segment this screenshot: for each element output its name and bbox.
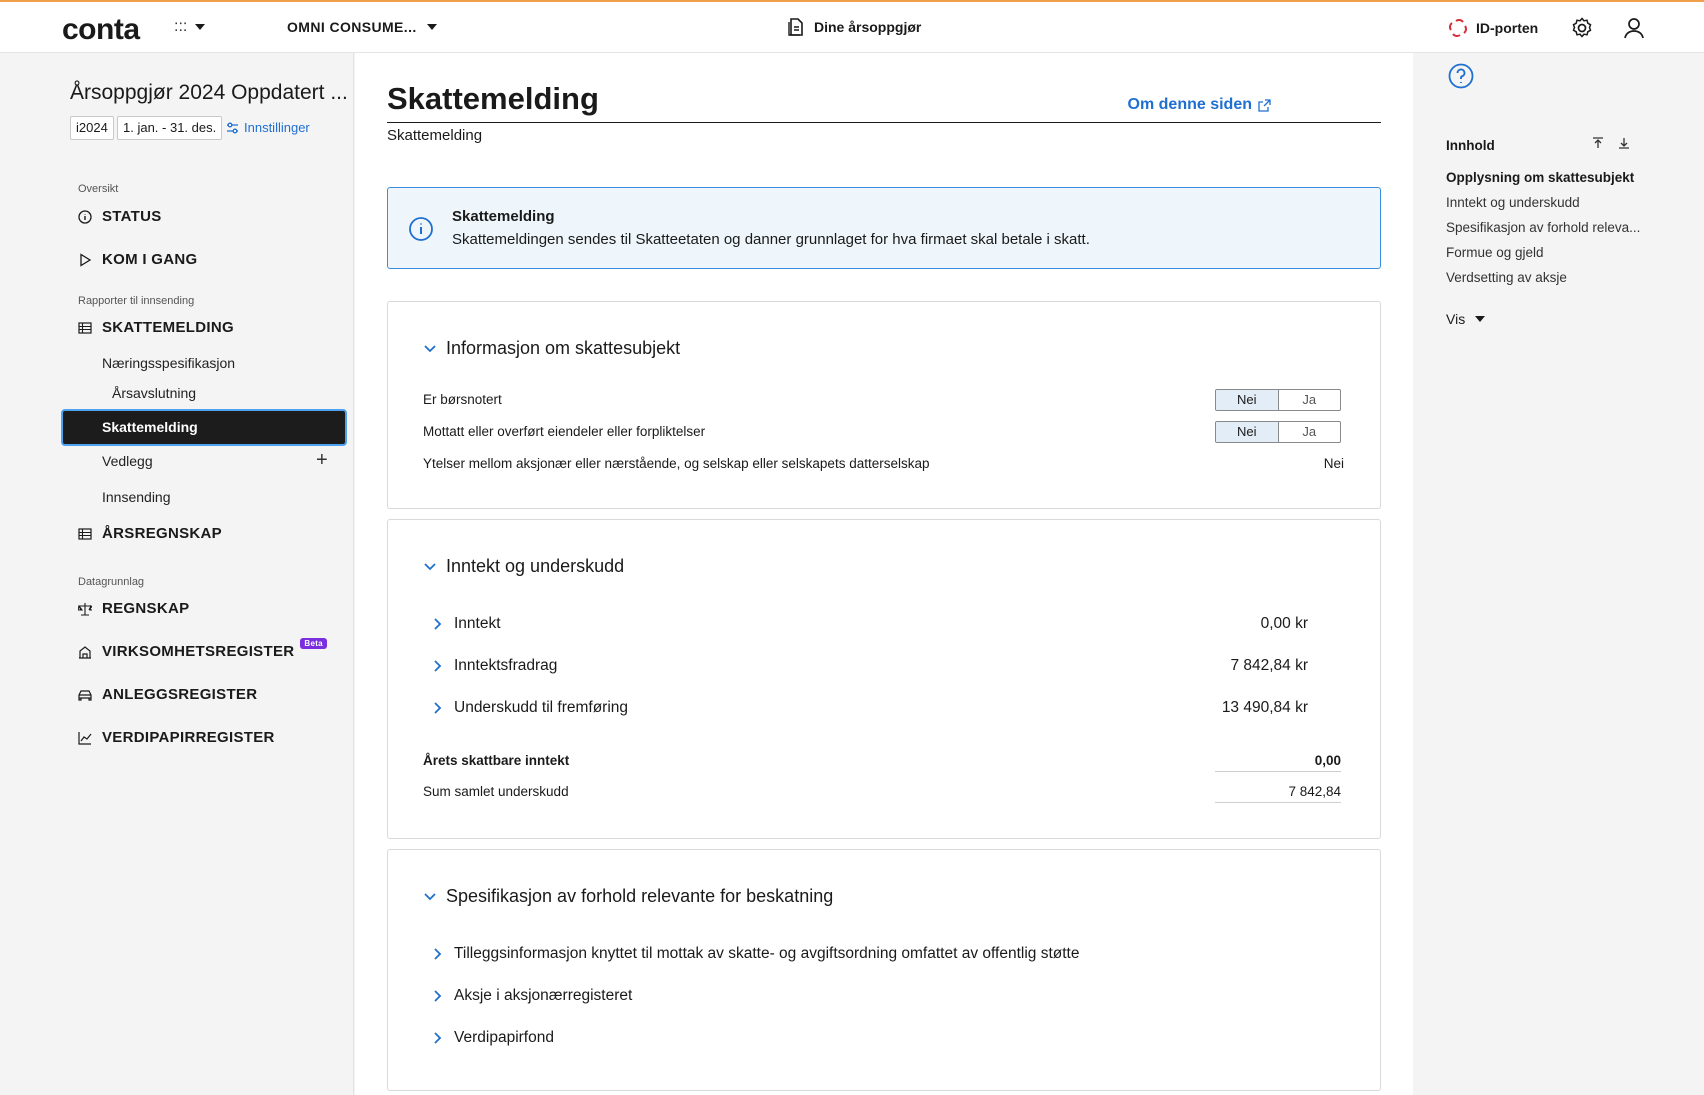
toc-title: Innhold: [1446, 138, 1495, 153]
top-bar: [0, 0, 1704, 53]
sum-label: Årets skattbare inntekt: [423, 753, 570, 768]
nav-innsending[interactable]: Innsending: [102, 489, 171, 505]
add-attachment-button[interactable]: +: [316, 449, 328, 471]
nav-vedlegg[interactable]: Vedlegg: [102, 453, 153, 469]
nav-arsavslutning[interactable]: Årsavslutning: [112, 385, 197, 401]
toc-item[interactable]: Opplysning om skattesubjekt: [1446, 170, 1635, 185]
expand-row-inntektsfradrag[interactable]: [434, 657, 557, 675]
external-link-icon: [1258, 99, 1271, 112]
row-label: Aksje i aksjonærregisteret: [454, 987, 633, 1004]
nav-status-label: STATUS: [102, 208, 162, 225]
row-value: 13 490,84 kr: [1221, 699, 1308, 716]
document-icon: [788, 18, 804, 36]
section-overview: Oversikt: [78, 183, 119, 195]
about-page-label: Om denne siden: [1127, 96, 1252, 113]
sliders-icon: [226, 122, 239, 134]
section-data: Datagrunnlag: [78, 576, 145, 588]
apps-grid-icon: :::: [174, 18, 188, 35]
expand-row-aksje[interactable]: [434, 987, 632, 1005]
expand-row-tilleggsinformasjon[interactable]: [434, 945, 1079, 963]
main-content: [355, 53, 1413, 1095]
center-title: Dine årsoppgjør: [814, 19, 922, 35]
sum-value: 7 842,84: [1215, 784, 1341, 803]
project-title: Årsoppgjør 2024 Oppdatert ...: [70, 81, 348, 104]
chevron-down-icon: [424, 345, 436, 353]
nav-virksomhetsregister-label: VIRKSOMHETSREGISTER: [102, 643, 295, 660]
annual-reports-link[interactable]: [788, 18, 921, 36]
card-title: Informasjon om skattesubjekt: [446, 338, 681, 358]
info-circle-icon: [78, 210, 92, 224]
page-title: Skattemelding: [387, 81, 599, 116]
row-value: 7 842,84 kr: [1230, 657, 1308, 674]
chevron-down-icon: [424, 563, 436, 571]
borsnotert-toggle[interactable]: [1215, 389, 1341, 411]
nav-virksomhetsregister[interactable]: [78, 639, 327, 660]
row-value: 0,00 kr: [1260, 615, 1308, 632]
table-icon: [78, 527, 92, 541]
info-title: Skattemelding: [452, 208, 555, 225]
scale-icon: [78, 602, 92, 616]
broken-link-icon: [1448, 18, 1468, 38]
row-label: Er børsnotert: [423, 392, 502, 407]
idporten-label: ID-porten: [1476, 20, 1539, 36]
toc-item[interactable]: Spesifikasjon av forhold releva...: [1446, 220, 1641, 235]
nav-regnskap-label: REGNSKAP: [102, 600, 190, 617]
app-switcher[interactable]: [174, 18, 205, 36]
card-skattesubjekt: [387, 301, 1381, 509]
chevron-right-icon: [434, 990, 442, 1002]
card-title: Spesifikasjon av forhold relevante for beskatning: [446, 886, 834, 906]
table-icon: [78, 321, 92, 335]
idporten-button[interactable]: [1448, 18, 1538, 38]
nav-verdipapirregister-label: VERDIPAPIRREGISTER: [102, 729, 275, 746]
chevron-right-icon: [434, 660, 442, 672]
vis-dropdown[interactable]: [1446, 311, 1485, 327]
toggle-yes[interactable]: Ja: [1302, 392, 1317, 407]
chevron-down-icon: [1475, 316, 1485, 322]
nav-skattemelding[interactable]: [78, 319, 234, 336]
expand-row-underskudd[interactable]: [434, 699, 628, 717]
toggle-no[interactable]: Nei: [1216, 422, 1279, 442]
building-icon: [78, 645, 92, 659]
right-panel: [1414, 53, 1704, 1095]
sum-value: 0,00: [1215, 753, 1341, 772]
card-title: Inntekt og underskudd: [446, 556, 625, 576]
nav-regnskap[interactable]: [78, 600, 189, 617]
settings-link[interactable]: [226, 120, 310, 135]
beta-badge: Beta: [300, 638, 327, 649]
settings-label: Innstillinger: [244, 120, 310, 135]
about-page-link[interactable]: [1128, 96, 1271, 114]
info-text: Skattemeldingen sendes til Skatteetaten og danner grunnlaget for hva firmaet skal betale i skatt.: [452, 231, 1090, 248]
sum-label: Sum samlet underskudd: [423, 784, 569, 799]
nav-anleggsregister[interactable]: [78, 686, 257, 703]
conta-logo[interactable]: conta: [62, 13, 140, 46]
nav-naeringsspesifikasjon[interactable]: Næringsspesifikasjon: [102, 355, 236, 371]
info-icon: [408, 216, 434, 242]
nav-anleggsregister-label: ANLEGGSREGISTER: [102, 686, 258, 703]
play-icon: [78, 253, 92, 267]
row-label: Tilleggsinformasjon knyttet til mottak av skatte- og avgiftsordning omfattet av offentlig støtte: [454, 945, 1080, 962]
row-label: Inntektsfradrag: [454, 657, 558, 674]
breadcrumb: Skattemelding: [387, 127, 483, 144]
gear-icon[interactable]: [1570, 16, 1594, 40]
collapse-all-icon[interactable]: [1592, 137, 1604, 149]
chevron-down-icon: [195, 24, 205, 30]
title-divider: [387, 122, 1381, 123]
nav-kom-i-gang-label: KOM I GANG: [102, 251, 198, 268]
row-label: Underskudd til fremføring: [454, 699, 629, 716]
chevron-right-icon: [434, 618, 442, 630]
expand-row-verdipapirfond[interactable]: [434, 1029, 554, 1047]
help-icon[interactable]: [1448, 63, 1474, 89]
section-reports: Rapporter til innsending: [78, 295, 195, 307]
chevron-right-icon: [434, 948, 442, 960]
chevron-down-icon: [427, 24, 437, 30]
nav-arsregnskap-label: ÅRSREGNSKAP: [102, 525, 222, 542]
expand-row-inntekt[interactable]: [434, 615, 501, 633]
nav-skattemelding-sub[interactable]: Skattemelding: [61, 409, 347, 446]
row-label: Mottatt eller overført eiendeler eller forpliktelser: [423, 424, 706, 439]
toc-item[interactable]: Formue og gjeld: [1446, 245, 1544, 260]
card-inntekt-header[interactable]: [424, 556, 624, 577]
user-icon[interactable]: [1622, 16, 1646, 40]
period-chip: 1. jan. - 31. des.: [117, 116, 222, 140]
car-icon: [78, 688, 92, 702]
company-selector[interactable]: [287, 19, 437, 35]
left-sidebar: [0, 53, 354, 1095]
nav-status[interactable]: [78, 208, 162, 225]
year-chip: i2024: [70, 116, 114, 140]
toc-controls: [1592, 137, 1630, 149]
vis-label: Vis: [1446, 311, 1466, 327]
company-name: OMNI CONSUME...: [287, 19, 417, 35]
info-alert: [387, 187, 1381, 269]
toc-item[interactable]: Verdsetting av aksje: [1446, 270, 1567, 285]
row-label: Verdipapirfond: [454, 1029, 554, 1046]
chevron-right-icon: [434, 702, 442, 714]
chevron-down-icon: [424, 893, 436, 901]
row-label: Inntekt: [454, 615, 501, 632]
card-inntekt: [387, 519, 1381, 839]
nav-arsregnskap[interactable]: [78, 525, 222, 542]
card-spesifikasjon-header[interactable]: [424, 886, 833, 907]
toc-item[interactable]: Inntekt og underskudd: [1446, 195, 1580, 210]
toggle-no[interactable]: Nei: [1216, 390, 1279, 410]
toggle-yes[interactable]: Ja: [1302, 424, 1317, 439]
chevron-right-icon: [434, 1032, 442, 1044]
eiendeler-toggle[interactable]: [1215, 421, 1341, 443]
nav-kom-i-gang[interactable]: [78, 251, 198, 268]
expand-all-icon[interactable]: [1618, 137, 1630, 149]
row-value: Nei: [1323, 456, 1344, 471]
nav-verdipapirregister[interactable]: [78, 729, 275, 746]
nav-skattemelding-label: SKATTEMELDING: [102, 319, 234, 336]
card-spesifikasjon: [387, 849, 1381, 1091]
row-label: Ytelser mellom aksjonær eller nærstående, og selskap eller selskapets datterselskap: [423, 456, 930, 471]
card-skattesubjekt-header[interactable]: [424, 338, 680, 359]
line-chart-icon: [78, 731, 92, 745]
